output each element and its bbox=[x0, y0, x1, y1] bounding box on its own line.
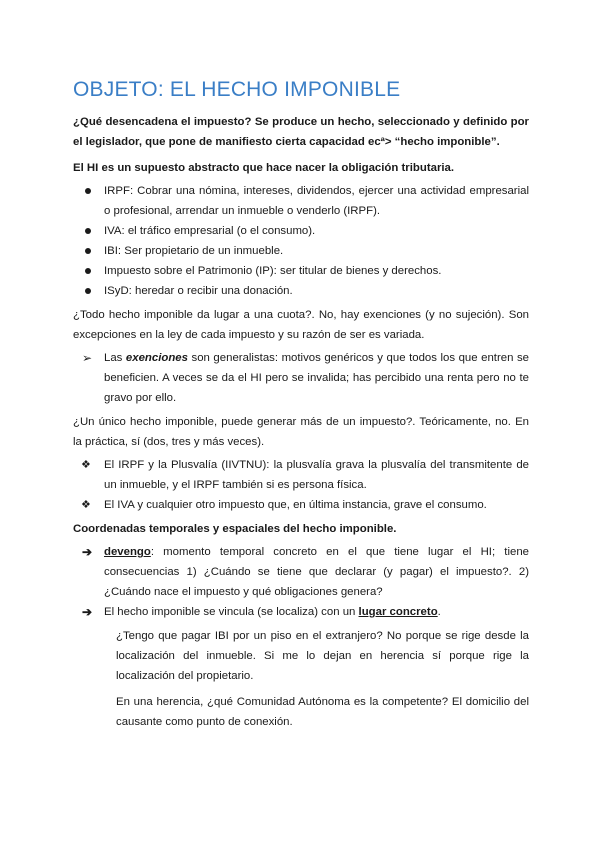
list-item: ❖ El IVA y cualquier otro impuesto que, en última instancia, grave el consumo. bbox=[73, 495, 529, 515]
list-item: IBI: Ser propietario de un inmueble. bbox=[73, 241, 529, 261]
examples-bullet-list bbox=[73, 181, 529, 301]
list-item: ➔ devengo: momento temporal concreto en el que tiene lugar el HI; tiene consecuencias 1) ¿Cuándo se tiene que declarar (y pagar) el impuesto?. 2) ¿Cuándo nace el impuesto y qué obligaciones genera? bbox=[73, 542, 529, 602]
exemptions-list bbox=[73, 348, 529, 408]
list-item: ➔ El hecho imponible se vincula (se localiza) con un lugar concreto. bbox=[73, 602, 529, 622]
multiple-taxes-paragraph: ¿Un único hecho imponible, puede generar más de un impuesto?. Teóricamente, no. En la práctica, sí (dos, tres y más veces). bbox=[73, 416, 529, 448]
coordinates-list bbox=[73, 542, 529, 622]
bullet-icon bbox=[85, 228, 91, 234]
example-paragraph: ¿Tengo que pagar IBI por un piso en el extranjero? No porque se rige desde la localización del inmueble. Si me lo dejan en herencia sí porque rige la localización del propietario. bbox=[116, 630, 529, 682]
arrowhead-icon: ➢ bbox=[82, 351, 93, 365]
multiple-taxes-list bbox=[73, 455, 529, 515]
question-paragraph: ¿Qué desencadena el impuesto? Se produce un hecho, seleccionado y definido por el legislador, que pone de manifiesto cierta capacidad ecª> “hecho imponible”. bbox=[73, 116, 529, 148]
bullet-icon bbox=[85, 268, 91, 274]
list-item: IRPF: Cobrar una nómina, intereses, dividendos, ejercer una actividad empresarial o profesional, arrendar un inmueble o venderlo (IRPF). bbox=[73, 181, 529, 221]
list-item: Impuesto sobre el Patrimonio (IP): ser titular de bienes y derechos. bbox=[73, 261, 529, 281]
bullet-icon bbox=[85, 248, 91, 254]
definition-paragraph: El HI es un supuesto abstracto que hace nacer la obligación tributaria. bbox=[73, 162, 455, 174]
diamond-bullet-icon: ❖ bbox=[81, 459, 91, 471]
list-item: ISyD: heredar o recibir una donación. bbox=[73, 281, 529, 301]
document-body bbox=[73, 112, 529, 732]
arrow-right-icon: ➔ bbox=[82, 605, 93, 619]
arrow-right-icon: ➔ bbox=[82, 545, 93, 559]
page-title: OBJETO: EL HECHO IMPONIBLE bbox=[73, 78, 401, 101]
coordinates-heading: Coordenadas temporales y espaciales del hecho imponible. bbox=[73, 523, 397, 535]
bullet-icon bbox=[85, 288, 91, 294]
exemptions-paragraph: ¿Todo hecho imponible da lugar a una cuota?. No, hay exenciones (y no sujeción). Son excepciones en la ley de cada impuesto y su razón de ser es variada. bbox=[73, 309, 529, 341]
list-item: ➢ Las exenciones son generalistas: motivos genéricos y que todos los que entren se beneficien. A veces se da el HI pero se invalida; has percibido una renta pero no te gravo por ello. bbox=[73, 348, 529, 408]
bullet-icon bbox=[85, 188, 91, 194]
example-paragraph: En una herencia, ¿qué Comunidad Autónoma es la competente? El domicilio del causante como punto de conexión. bbox=[116, 696, 529, 728]
list-item: ❖ El IRPF y la Plusvalía (IIVTNU): la plusvalía grava la plusvalía del transmitente de un inmueble, y el IRPF también si es persona física. bbox=[73, 455, 529, 495]
diamond-bullet-icon: ❖ bbox=[81, 499, 91, 511]
list-item: IVA: el tráfico empresarial (o el consumo). bbox=[73, 221, 529, 241]
